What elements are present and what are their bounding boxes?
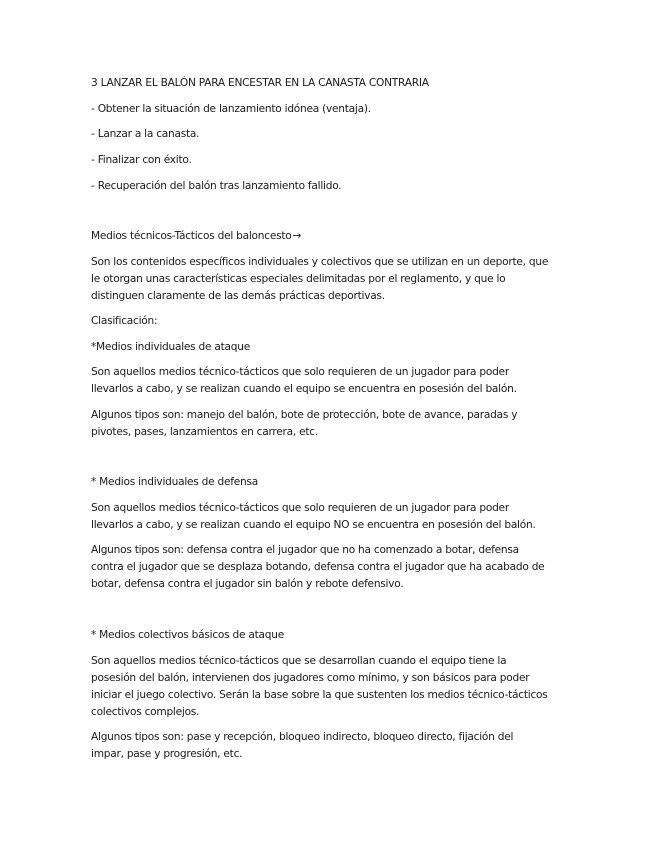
colectivos-ataque-title: * Medios colectivos básicos de ataque xyxy=(91,629,285,641)
definition-line: distinguen claramente de las demás prácticas deportivas. xyxy=(91,290,385,302)
section3-item: - Obtener la situación de lanzamiento idónea (ventaja). xyxy=(91,103,371,115)
paragraph-line: posesión del balón, intervienen dos jugadores como mínimo, y son básicos para poder xyxy=(91,672,530,684)
medios-title: Medios técnicos-Tácticos del baloncesto xyxy=(91,230,292,242)
paragraph-line: colectivos complejos. xyxy=(91,706,200,718)
paragraph-line: llevarlos a cabo, y se realizan cuando el equipo NO se encuentra en posesión del balón. xyxy=(91,519,536,531)
paragraph-line: impar, pase y progresión, etc. xyxy=(91,748,243,760)
paragraph-line: Algunos tipos son: defensa contra el jugador que no ha comenzado a botar, defensa xyxy=(91,544,519,556)
paragraph-line: llevarlos a cabo, y se realizan cuando el equipo se encuentra en posesión del balón. xyxy=(91,383,517,395)
section3-item: - Lanzar a la canasta. xyxy=(91,128,200,140)
section3-item: - Recuperación del balón tras lanzamiento fallido. xyxy=(91,180,342,192)
individuales-defensa-title: * Medios individuales de defensa xyxy=(91,476,258,488)
paragraph-line: iniciar el juego colectivo. Serán la base sobre la que sustenten los medios técnico-tácticos xyxy=(91,689,548,701)
paragraph-line: Son aquellos medios técnico-tácticos que se desarrollan cuando el equipo tiene la xyxy=(91,655,507,667)
paragraph-line: botar, defensa contra el jugador sin balón y rebote defensivo. xyxy=(91,578,404,590)
paragraph-line: pivotes, pases, lanzamientos en carrera, etc. xyxy=(91,426,318,438)
paragraph-line: Algunos tipos son: manejo del balón, bote de protección, bote de avance, paradas y xyxy=(91,409,518,421)
paragraph-line: Son aquellos medios técnico-tácticos que solo requieren de un jugador para poder xyxy=(91,366,509,378)
section3-heading: 3 LANZAR EL BALÓN PARA ENCESTAR EN LA CANASTA CONTRARIA xyxy=(91,77,429,89)
right-arrow-icon: → xyxy=(292,230,302,242)
medios-title-line xyxy=(91,230,301,243)
clasificacion-label: Clasificación: xyxy=(91,315,158,327)
paragraph-line: contra el jugador que se desplaza botando, defensa contra el jugador que ha acabado de xyxy=(91,561,545,573)
paragraph-line: Son aquellos medios técnico-tácticos que solo requieren de un jugador para poder xyxy=(91,502,509,514)
section3-item: - Finalizar con éxito. xyxy=(91,154,192,166)
paragraph-line: Algunos tipos son: pase y recepción, bloqueo indirecto, bloqueo directo, fijación del xyxy=(91,731,514,743)
definition-line: Son los contenidos específicos individuales y colectivos que se utilizan en un deporte, que xyxy=(91,256,549,268)
individuales-ataque-title: *Medios individuales de ataque xyxy=(91,341,251,353)
definition-line: le otorgan unas características especiales delimitadas por el reglamento, y que lo xyxy=(91,273,506,285)
